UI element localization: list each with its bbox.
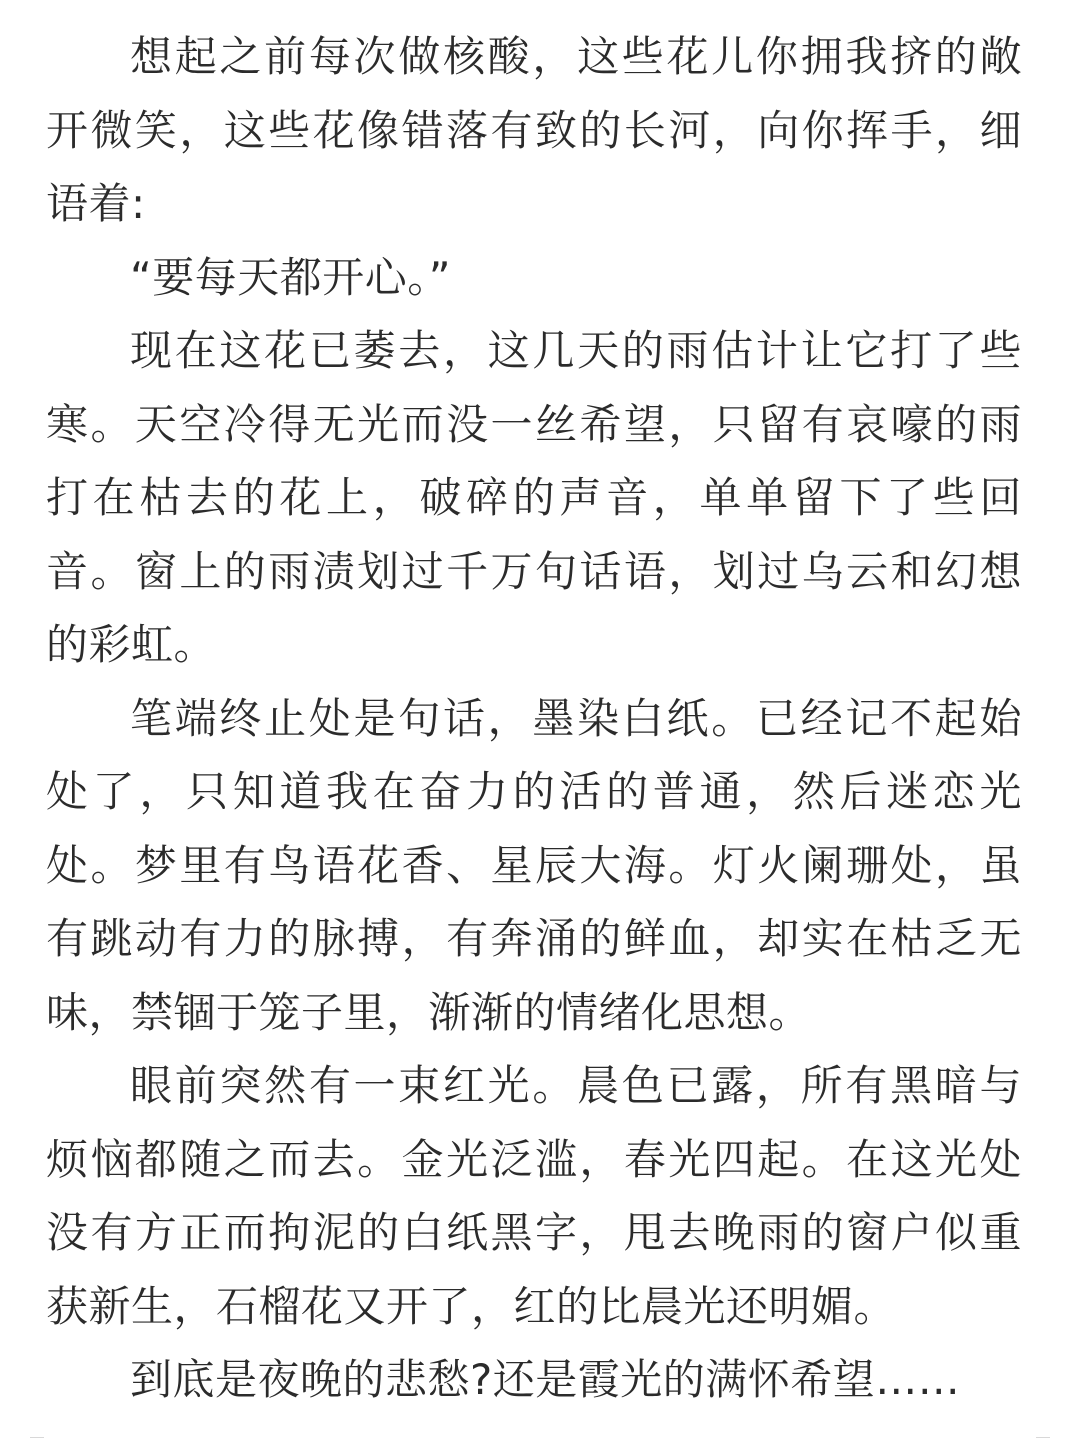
article-body [46, 20, 1022, 1417]
paragraph-6: 到底是夜晚的悲愁?还是霞光的满怀希望…… [130, 1355, 961, 1404]
page-corner-left [30, 1437, 44, 1442]
paragraph-2-quote: “要每天都开心。” [130, 252, 452, 302]
paragraph-5: 眼前突然有一束红光。晨色已露，所有黑暗与烦恼都随之而去。金光泛滥，春光四起。在这光处没有方正而拘泥的白纸黑字，甩去晚雨的窗户似重获新生，石榴花又开了，红的比晨光还明媚。 [46, 1061, 1022, 1331]
paragraph-1: 想起之前每次做核酸，这些花儿你拥我挤的敞开微笑，这些花像错落有致的长河，向你挥手，细语着: [46, 32, 1022, 228]
paragraph-4: 笔端终止处是句话，墨染白纸。已经记不起始处了，只知道我在奋力的活的普通，然后迷恋光处。梦里有鸟语花香、星辰大海。灯火阑珊处，虽有跳动有力的脉搏，有奔涌的鲜血，却实在枯乏无味，禁锢于笼子里，渐渐的情绪化思想。 [46, 693, 1022, 1037]
paragraph-3: 现在这花已萎去，这几天的雨估计让它打了些寒。天空冷得无光而没一丝希望，只留有哀嚎的雨打在枯去的花上，破碎的声音，单单留下了些回音。窗上的雨渍划过千万句话语，划过乌云和幻想的彩虹。 [46, 326, 1022, 669]
page-corner-right [1036, 1437, 1050, 1442]
